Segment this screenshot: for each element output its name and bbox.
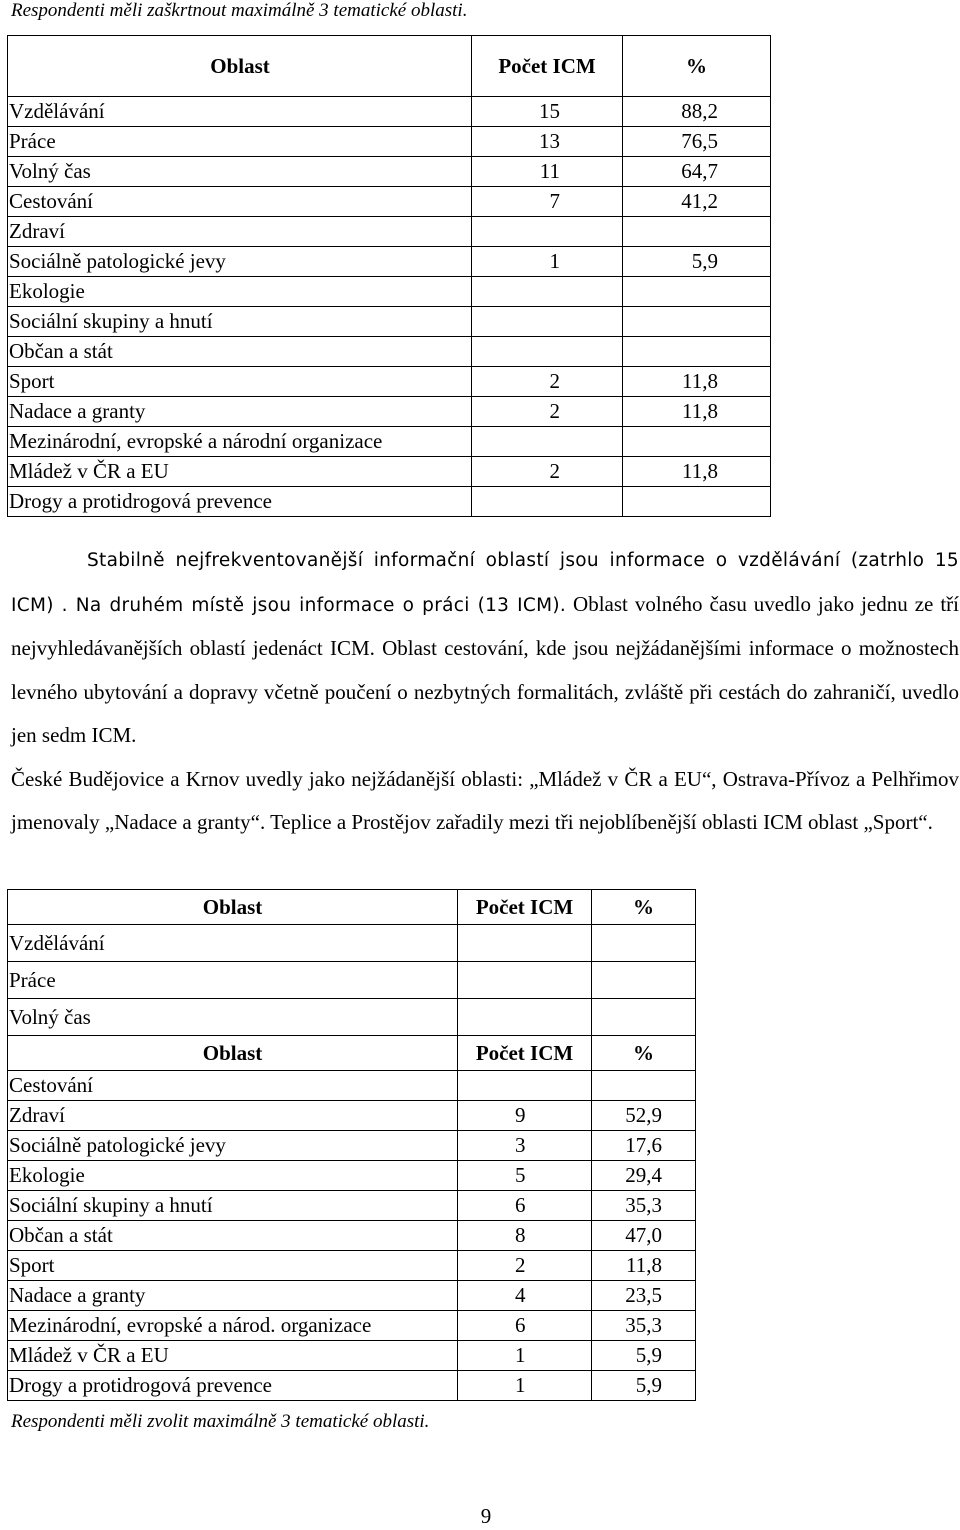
paragraph-1-part-3: Oblast cestování, kde jsou nejžádanějšími informace o možnostech levného ubytování a dopravy včetně poučení o nezbytných formalitách, zvláště při cestách do zahraničí, uvedlo jen sedm ICM. bbox=[11, 636, 959, 747]
cell-pocet-icm bbox=[458, 962, 592, 999]
cell-pocet-icm bbox=[472, 337, 623, 367]
cell-percent bbox=[592, 962, 696, 999]
cell-oblast: Cestování bbox=[8, 1071, 458, 1101]
cell-oblast: Sociální skupiny a hnutí bbox=[8, 1191, 458, 1221]
cell-percent bbox=[623, 217, 771, 247]
table-row bbox=[8, 1251, 696, 1281]
table-row bbox=[8, 127, 771, 157]
table-header-row bbox=[8, 36, 771, 97]
cell-pocet-icm: 5 bbox=[458, 1161, 592, 1191]
table-row bbox=[8, 337, 771, 367]
cell-oblast: Drogy a protidrogová prevence bbox=[8, 487, 472, 517]
paragraph-1-sans: Stabilně nejfrekventovanější informační oblastí jsou informace o vzdělávání (zatrhlo 15 ICM) . Na druhém místě jsou informace o práci (13 ICM). bbox=[11, 550, 959, 616]
cell-percent: 5,9 bbox=[623, 247, 771, 277]
cell-pocet-icm bbox=[458, 925, 592, 962]
cell-pocet-icm bbox=[472, 427, 623, 457]
cell-oblast: Mezinárodní, evropské a národ. organizace bbox=[8, 1311, 458, 1341]
table-row bbox=[8, 487, 771, 517]
cell-percent: 5,9 bbox=[592, 1341, 696, 1371]
cell-pocet-icm: 1 bbox=[458, 1341, 592, 1371]
cell-pocet-icm: 2 bbox=[472, 397, 623, 427]
cell-percent bbox=[623, 427, 771, 457]
paragraph-1-part-2: Oblast volného času uvedlo jako jednu ze tří nejvyhledávanějších oblastí jedenáct ICM. bbox=[11, 591, 959, 660]
table-row bbox=[8, 397, 771, 427]
cell-pocet-icm: 11 bbox=[472, 157, 623, 187]
cell-oblast: Ekologie bbox=[8, 1161, 458, 1191]
cell-oblast: Nadace a granty bbox=[8, 1281, 458, 1311]
table-row bbox=[8, 1341, 696, 1371]
page-number: 9 bbox=[480, 1504, 492, 1528]
cell-oblast: Vzdělávání bbox=[8, 97, 472, 127]
table-row bbox=[8, 925, 696, 962]
cell-oblast: Práce bbox=[8, 127, 472, 157]
cell-percent bbox=[623, 487, 771, 517]
cell-pocet-icm bbox=[472, 307, 623, 337]
cell-percent: 35,3 bbox=[592, 1191, 696, 1221]
table-row bbox=[8, 307, 771, 337]
cell-percent: 76,5 bbox=[623, 127, 771, 157]
table-row bbox=[8, 1221, 696, 1251]
note-top: Respondenti měli zaškrtnout maximálně 3 tematické oblasti. bbox=[11, 0, 468, 21]
header-percent: % bbox=[592, 890, 696, 925]
table-row bbox=[8, 427, 771, 457]
table-row bbox=[8, 1281, 696, 1311]
cell-pocet-icm: 1 bbox=[472, 247, 623, 277]
table-row bbox=[8, 247, 771, 277]
note-bottom: Respondenti měli zvolit maximálně 3 tematické oblasti. bbox=[11, 1411, 430, 1432]
table-row bbox=[8, 1131, 696, 1161]
cell-percent: 23,5 bbox=[592, 1281, 696, 1311]
cell-pocet-icm: 13 bbox=[472, 127, 623, 157]
table-row bbox=[8, 1161, 696, 1191]
header-pocet-icm: Počet ICM bbox=[458, 1036, 592, 1071]
cell-pocet-icm: 2 bbox=[458, 1251, 592, 1281]
table-row bbox=[8, 217, 771, 247]
cell-percent: 41,2 bbox=[623, 187, 771, 217]
table-row bbox=[8, 187, 771, 217]
cell-oblast: Volný čas bbox=[8, 999, 458, 1036]
table-row bbox=[8, 277, 771, 307]
table-row bbox=[8, 1101, 696, 1131]
cell-oblast: Nadace a granty bbox=[8, 397, 472, 427]
table-row bbox=[8, 457, 771, 487]
table-areas-1 bbox=[7, 35, 771, 517]
cell-oblast: Volný čas bbox=[8, 157, 472, 187]
cell-oblast: Sport bbox=[8, 367, 472, 397]
table-row bbox=[8, 1311, 696, 1341]
cell-oblast: Mezinárodní, evropské a národní organizace bbox=[8, 427, 472, 457]
table-row bbox=[8, 97, 771, 127]
paragraph-1 bbox=[11, 538, 959, 758]
cell-oblast: Mládež v ČR a EU bbox=[8, 457, 472, 487]
cell-oblast: Občan a stát bbox=[8, 1221, 458, 1251]
cell-pocet-icm: 8 bbox=[458, 1221, 592, 1251]
cell-oblast: Občan a stát bbox=[8, 337, 472, 367]
header-oblast: Oblast bbox=[8, 890, 458, 925]
cell-pocet-icm bbox=[458, 1071, 592, 1101]
cell-oblast: Ekologie bbox=[8, 277, 472, 307]
header-percent: % bbox=[623, 36, 771, 97]
cell-percent: 5,9 bbox=[592, 1371, 696, 1401]
cell-oblast: Zdraví bbox=[8, 1101, 458, 1131]
cell-pocet-icm bbox=[458, 999, 592, 1036]
header-pocet-icm: Počet ICM bbox=[472, 36, 623, 97]
cell-pocet-icm bbox=[472, 277, 623, 307]
cell-pocet-icm: 4 bbox=[458, 1281, 592, 1311]
header-oblast: Oblast bbox=[8, 36, 472, 97]
header-pocet-icm: Počet ICM bbox=[458, 890, 592, 925]
cell-pocet-icm bbox=[472, 487, 623, 517]
cell-pocet-icm: 9 bbox=[458, 1101, 592, 1131]
table-row bbox=[8, 1191, 696, 1221]
cell-percent bbox=[623, 337, 771, 367]
cell-pocet-icm: 15 bbox=[472, 97, 623, 127]
cell-oblast: Sport bbox=[8, 1251, 458, 1281]
cell-percent: 47,0 bbox=[592, 1221, 696, 1251]
cell-percent: 35,3 bbox=[592, 1311, 696, 1341]
cell-percent bbox=[592, 1071, 696, 1101]
header-percent: % bbox=[592, 1036, 696, 1071]
cell-pocet-icm: 1 bbox=[458, 1371, 592, 1401]
cell-oblast: Drogy a protidrogová prevence bbox=[8, 1371, 458, 1401]
table-row bbox=[8, 1371, 696, 1401]
header-oblast: Oblast bbox=[8, 1036, 458, 1071]
table-row bbox=[8, 157, 771, 187]
cell-pocet-icm bbox=[472, 217, 623, 247]
cell-pocet-icm: 2 bbox=[472, 457, 623, 487]
table-areas-2 bbox=[7, 889, 696, 1401]
cell-pocet-icm: 3 bbox=[458, 1131, 592, 1161]
table-row bbox=[8, 367, 771, 397]
paragraph-2: České Budějovice a Krnov uvedly jako nejžádanější oblasti: „Mládež v ČR a EU“, Ostrava-Přívoz a Pelhřimov jmenovaly „Nadace a granty“. Teplice a Prostějov zařadily mezi tři nejoblíbenější oblasti ICM oblast „Sport“. bbox=[11, 766, 959, 834]
body-paragraph bbox=[11, 538, 959, 845]
cell-percent: 11,8 bbox=[623, 367, 771, 397]
cell-oblast: Cestování bbox=[8, 187, 472, 217]
table-header-row-repeat bbox=[8, 1036, 696, 1071]
cell-oblast: Práce bbox=[8, 962, 458, 999]
cell-percent: 64,7 bbox=[623, 157, 771, 187]
table-row bbox=[8, 999, 696, 1036]
cell-percent bbox=[592, 999, 696, 1036]
table-header-row bbox=[8, 890, 696, 925]
cell-oblast: Zdraví bbox=[8, 217, 472, 247]
cell-percent: 29,4 bbox=[592, 1161, 696, 1191]
cell-percent bbox=[623, 277, 771, 307]
cell-percent bbox=[623, 307, 771, 337]
cell-oblast: Sociálně patologické jevy bbox=[8, 247, 472, 277]
table-row bbox=[8, 1071, 696, 1101]
table-row bbox=[8, 962, 696, 999]
cell-oblast: Mládež v ČR a EU bbox=[8, 1341, 458, 1371]
cell-pocet-icm: 7 bbox=[472, 187, 623, 217]
cell-percent: 11,8 bbox=[623, 397, 771, 427]
cell-percent: 52,9 bbox=[592, 1101, 696, 1131]
cell-pocet-icm: 2 bbox=[472, 367, 623, 397]
cell-pocet-icm: 6 bbox=[458, 1311, 592, 1341]
cell-percent bbox=[592, 925, 696, 962]
cell-percent: 88,2 bbox=[623, 97, 771, 127]
cell-oblast: Sociální skupiny a hnutí bbox=[8, 307, 472, 337]
cell-oblast: Sociálně patologické jevy bbox=[8, 1131, 458, 1161]
cell-pocet-icm: 6 bbox=[458, 1191, 592, 1221]
cell-percent: 17,6 bbox=[592, 1131, 696, 1161]
cell-percent: 11,8 bbox=[592, 1251, 696, 1281]
cell-oblast: Vzdělávání bbox=[8, 925, 458, 962]
cell-percent: 11,8 bbox=[623, 457, 771, 487]
